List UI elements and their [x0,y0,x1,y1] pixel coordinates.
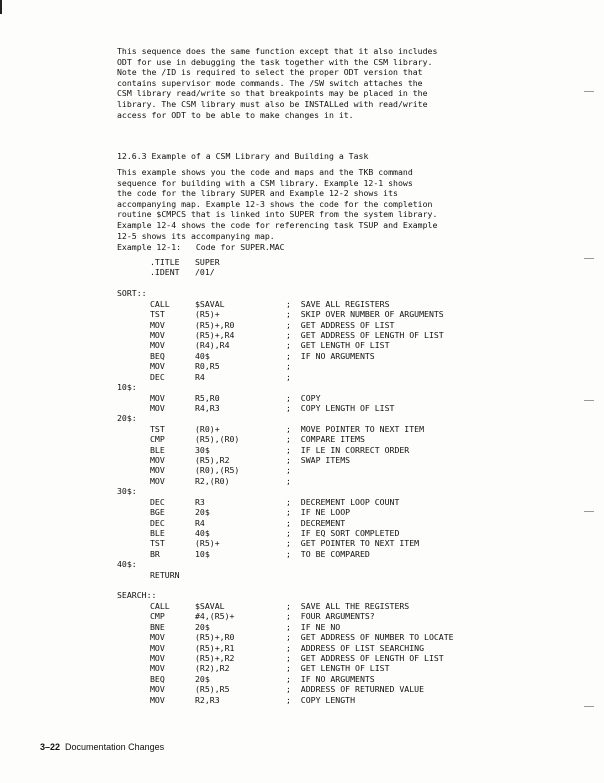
code-opcode: CMP [150,434,165,445]
code-label: 20$: [117,413,137,424]
intro-paragraph [117,46,477,120]
margin-tick [584,511,594,512]
code-opcode: MOV [150,361,165,372]
code-comment: ; [286,371,291,382]
code-opcode: DEC [150,517,165,528]
code-comment: ; DECREMENT [286,517,346,528]
section-line: sequence for building with a CSM library. Example 12-1 shows [117,177,413,188]
code-comment: ; GET ADDRESS OF NUMBER TO LOCATE [286,632,454,643]
section-line: routine $CMPCS that is linked into SUPER from the system library. [117,209,438,220]
code-comment: ; SAVE ALL REGISTERS [286,298,390,309]
code-comment: ; GET ADDRESS OF LENGTH OF LIST [286,329,444,340]
code-comment: ; COPY [286,392,321,403]
code-label: 10$: [117,382,137,392]
intro-line: library. The CSM library must also be INSTALLed with read/write [117,98,428,109]
code-opcode: BNE [150,621,165,632]
intro-line: This sequence does the same function except that it also includes [117,46,438,56]
code-opcode: CMP [150,611,165,622]
intro-line: Note the /ID is required to select the proper ODT version that [117,67,423,78]
code-opcode: .IDENT [150,267,180,278]
code-operand: (R5)+ [195,538,220,549]
code-operand: 40$ [195,350,210,361]
code-operand: R2,(R0) [195,475,230,486]
code-comment: ; GET LENGTH OF LIST [286,340,390,351]
code-comment: ; GET LENGTH OF LIST [286,663,390,674]
code-opcode: DEC [150,371,165,382]
code-opcode: BEQ [150,350,165,361]
code-opcode: MOV [150,402,165,413]
code-opcode: BGE [150,507,165,518]
code-label: 30$: [117,486,137,497]
code-operand: $SAVAL [195,600,225,611]
footer-page-number: 3–22 [40,742,61,752]
code-opcode: TST [150,423,165,434]
code-comment: ; GET POINTER TO NEXT ITEM [286,538,420,549]
code-opcode: MOV [150,340,165,351]
footer-title: Documentation Changes [65,742,165,752]
code-opcode: MOV [150,653,165,663]
code-operand: (R5)+ [195,309,220,320]
code-comment: ; DECREMENT LOOP COUNT [286,496,400,507]
code-comment: ; IF NO ARGUMENTS [286,350,375,361]
code-comment: ; IF EQ SORT COMPLETED [286,527,400,538]
code-opcode: MOV [150,632,165,643]
code-operand: /01/ [195,267,215,278]
code-label: SEARCH:: [117,590,157,601]
code-comment: ; TO BE COMPARED [286,548,370,559]
code-opcode: MOV [150,392,165,403]
code-operand: R5,R0 [195,392,220,403]
code-comment: ; IF NO ARGUMENTS [286,673,375,684]
margin-tick [584,706,594,707]
code-opcode: BR [150,548,160,559]
code-opcode: TST [150,309,165,320]
code-comment: ; COPY LENGTH [286,694,356,705]
code-opcode: MOV [150,329,165,340]
code-opcode: DEC [150,496,165,507]
code-opcode: CALL [150,600,170,611]
section-line: This example shows you the code and maps and the TKB command [117,167,413,177]
code-comment: ; MOVE POINTER TO NEXT ITEM [286,423,425,434]
code-comment: ; SKIP OVER NUMBER OF ARGUMENTS [286,309,444,320]
code-opcode: TST [150,538,165,549]
code-operand: (R2),R2 [195,663,230,674]
code-operand: (R5)+,R0 [195,632,235,643]
code-operand: 20$ [195,621,210,632]
section-line: Example 12-4 shows the code for referencing task TSUP and Example [117,219,438,230]
code-opcode: CALL [150,298,170,309]
code-operand: 20$ [195,507,210,518]
code-comment: ; ADDRESS OF LIST SEARCHING [286,642,425,653]
section-line: 12-5 shows its accompanying map. [117,230,275,241]
code-operand: (R0),(R5) [195,465,240,476]
code-opcode: MOV [150,465,165,476]
code-operand: R3 [195,496,205,507]
code-opcode: RETURN [150,569,180,580]
intro-line: ODT for use in debugging the task together with the CSM library. [117,56,433,67]
code-opcode: MOV [150,475,165,486]
code-operand: #4,(R5)+ [195,611,235,622]
code-operand: (R5)+,R1 [195,642,235,653]
code-comment: ; COPY LENGTH OF LIST [286,402,395,413]
code-operand: (R5),R5 [195,684,230,695]
code-opcode: BLE [150,444,165,455]
code-operand: (R5),R2 [195,455,230,465]
code-operand: 10$ [195,548,210,559]
code-operand: 40$ [195,527,210,538]
code-opcode: MOV [150,694,165,705]
code-operand: (R5),(R0) [195,434,240,445]
code-comment: ; FOUR ARGUMENTS? [286,611,375,622]
code-operand: (R5)+,R4 [195,329,235,340]
intro-line: access for ODT to be able to make changes in it. [117,109,354,120]
code-comment: ; SWAP ITEMS [286,455,351,465]
code-operand: 30$ [195,444,210,455]
section-line: accompanying map. Example 12-3 shows the code for the completion [117,198,433,209]
code-comment: ; IF LE IN CORRECT ORDER [286,444,410,455]
code-comment: ; GET ADDRESS OF LIST [286,319,395,330]
code-operand: R4 [195,517,205,528]
code-opcode: MOV [150,455,165,465]
code-operand: R4,R3 [195,402,220,413]
code-operand: (R4),R4 [195,340,230,351]
margin-tick [584,400,594,401]
code-label: SORT:: [117,288,147,299]
code-opcode: BEQ [150,673,165,684]
section-heading: 12.6.3 Example of a CSM Library and Building a Task [117,151,369,161]
code-comment: ; IF NE LOOP [286,507,351,518]
intro-line: contains supervisor mode commands. The /SW switch attaches the [117,77,423,88]
example-caption: Example 12-1: Code for SUPER.MAC [117,242,285,252]
code-operand: R2,R3 [195,694,220,705]
margin-tick [584,258,594,259]
section-line: the code for the library SUPER and Example 12-2 shows its [117,188,398,199]
margin-tick [584,91,594,92]
code-comment: ; [286,475,291,486]
code-comment: ; IF NE NO [286,621,341,632]
code-operand: R0,R5 [195,361,220,372]
code-operand: R4 [195,371,205,382]
code-opcode: .TITLE [150,257,180,267]
code-operand: (R5)+,R0 [195,319,235,330]
section-paragraph [117,167,477,241]
code-opcode: MOV [150,663,165,674]
intro-line: CSM library read/write so that breakpoints may be placed in the [117,88,428,99]
code-operand: (R0)+ [195,423,220,434]
code-opcode: MOV [150,319,165,330]
code-label: 40$: [117,559,137,570]
code-operand: (R5)+,R2 [195,653,235,663]
code-comment: ; [286,361,291,372]
code-opcode: BLE [150,527,165,538]
code-comment: ; ADDRESS OF RETURNED VALUE [286,684,425,695]
code-opcode: MOV [150,642,165,653]
code-operand: 20$ [195,673,210,684]
scan-edge-mark [0,0,2,14]
code-comment: ; [286,465,291,476]
code-operand: $SAVAL [195,298,225,309]
code-comment: ; COMPARE ITEMS [286,434,365,445]
code-comment: ; GET ADDRESS OF LENGTH OF LIST [286,653,444,663]
code-opcode: MOV [150,684,165,695]
page-footer [40,742,164,752]
code-comment: ; SAVE ALL THE REGISTERS [286,600,410,611]
code-operand: SUPER [195,257,220,267]
